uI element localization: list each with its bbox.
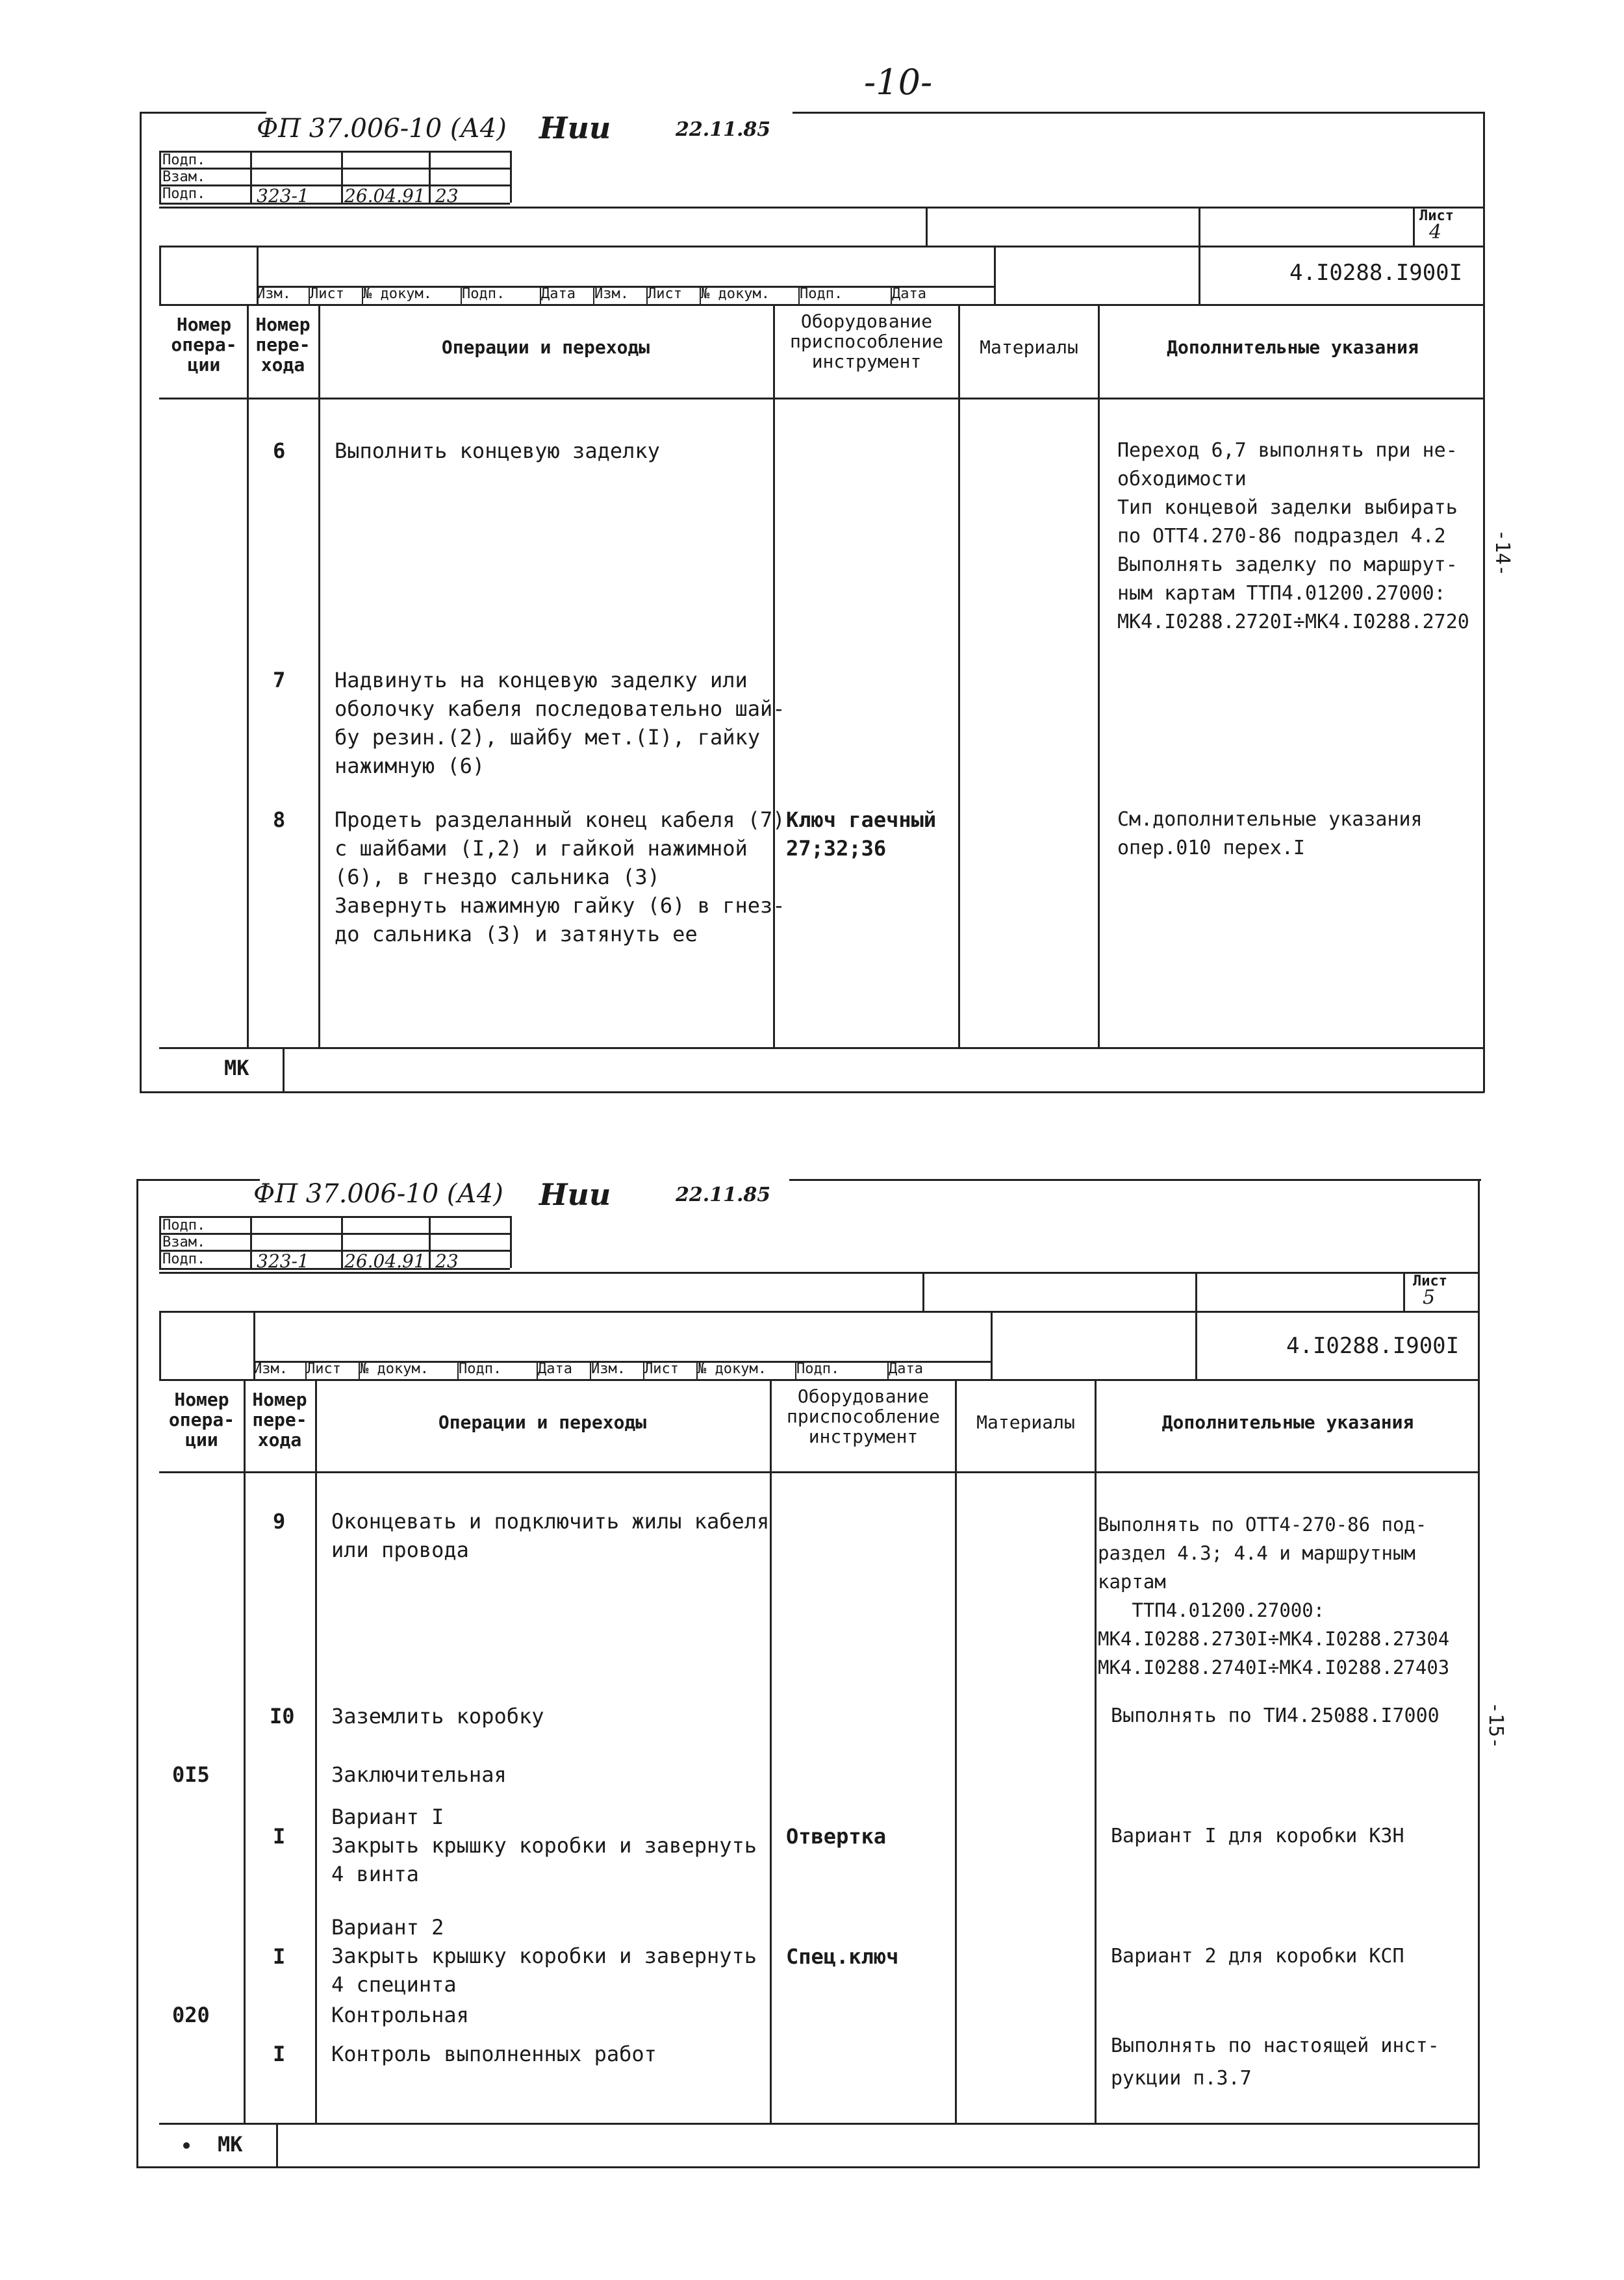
row-equipment: Спец.ключ — [786, 1944, 899, 1969]
row-step: 8 — [273, 807, 286, 832]
margin-note: -15- — [1484, 1702, 1507, 1749]
row-operation: Заземлить коробку — [331, 1704, 544, 1729]
document-number: 4.I0288.I900I — [1286, 1333, 1460, 1359]
stamp-label-2: Взам. — [162, 1234, 206, 1250]
rev-h-2: № докум. — [360, 1362, 459, 1379]
row-operation: Вариант 2 Закрыть крышку коробки и завернуть 4 специнта — [331, 1915, 757, 1997]
row-notes: Выполнять по ОТТ4-270-86 под- раздел 4.3; 4.4 и маршрутным картам ТТП4.01200.27000: МК4.I0288.2730I÷МК4.I0288.27304 МК4.I0288.2740I÷МК4.I0288.27403 — [1098, 1514, 1450, 1678]
row-notes: Вариант 2 для коробки КСП — [1111, 1945, 1404, 1968]
rev-h-9: Дата — [892, 286, 926, 302]
stamp-value-1: 323-1 — [257, 185, 309, 207]
rev-h-8: Подп. — [800, 287, 892, 304]
rev-h-6: Лист — [648, 287, 701, 304]
rev-h-8: Подп. — [796, 1362, 889, 1379]
handwritten-signature: Нии — [539, 110, 611, 146]
stamp-label-2: Взам. — [162, 169, 206, 185]
row-step: 9 — [273, 1509, 286, 1534]
row-op: 020 — [172, 2003, 210, 2027]
signature-date: 22.11.85 — [676, 1184, 771, 1206]
row-operation: Контрольная — [331, 2003, 469, 2027]
row-operation: Вариант I Закрыть крышку коробки и завернуть 4 винта — [331, 1805, 757, 1886]
stamp-label-1: Подп. — [162, 152, 206, 168]
row-step: I — [273, 1824, 286, 1849]
row-notes: Выполнять по настоящей инст- рукции п.3.7 — [1111, 2034, 1440, 2090]
rev-h-5: Изм. — [594, 287, 648, 304]
stamp-value-2: 26.04.91 — [344, 185, 425, 207]
rev-h-5: Изм. — [591, 1362, 644, 1379]
margin-note: -14- — [1491, 529, 1514, 577]
document-number: 4.I0288.I900I — [1289, 260, 1463, 286]
row-notes: Переход 6,7 выполнять при не- обходимости Тип концевой заделки выбирать по ОТТ4.270-86 подраздел 4.2 Выполнять заделку по маршрут- ным картам ТТП4.01200.27000: МК4.I0288.2720I÷МК4.I0288.2720 — [1117, 439, 1469, 633]
row-equipment: Отвертка — [786, 1824, 887, 1849]
rev-h-4: Дата — [538, 1362, 591, 1379]
sheet-label: Лист — [1413, 1273, 1447, 1289]
footer-dot — [183, 2142, 190, 2149]
row-operation: Заключительная — [331, 1762, 507, 1787]
row-step: I0 — [270, 1704, 295, 1729]
row-notes: См.дополнительные указания опер.010 перех.I — [1117, 808, 1423, 859]
row-operation: Продеть разделанный конец кабеля (7) с шайбами (I,2) и гайкой нажимной (6), в гнездо сальника (3) Завернуть нажимную гайку (6) в гнез- до сальника (3) и затянуть ее — [335, 807, 785, 946]
col-header-equipment: Оборудование приспособление инструмент — [786, 1386, 940, 1447]
row-operation: Надвинуть на концевую заделку или оболочку кабеля последовательно шай- бу резин.(2), шайбу мет.(I), гайку нажимную (6) — [335, 668, 785, 778]
revision-headers — [257, 287, 994, 304]
handwritten-signature: Нии — [539, 1177, 611, 1212]
stamp-label-3: Подп. — [162, 1251, 206, 1267]
rev-h-7: № докум. — [698, 1362, 796, 1379]
sheet-label: Лист — [1419, 208, 1454, 224]
col-header-op: Номер опера-ции — [168, 1389, 235, 1450]
footer-mk-label: МК — [218, 2132, 243, 2157]
col-header-notes: Дополнительные указания — [1167, 336, 1419, 358]
col-header-operation: Операции и переходы — [438, 1412, 647, 1433]
col-header-equipment: Оборудование приспособление инструмент — [789, 310, 943, 372]
stamp-value-3: 23 — [435, 1250, 459, 1272]
revision-headers — [253, 1362, 991, 1379]
row-step: 6 — [273, 438, 286, 463]
col-header-op: Номер опера-ции — [171, 314, 237, 375]
row-notes: Выполнять по ТИ4.25088.I7000 — [1111, 1704, 1440, 1727]
col-header-operation: Операции и переходы — [441, 336, 650, 358]
stamp-label-3: Подп. — [162, 186, 206, 202]
form-code: ФП 37.006-10 (А4) — [257, 114, 507, 144]
rev-h-0: Изм. — [257, 287, 310, 304]
rev-h-2: № докум. — [363, 287, 462, 304]
rev-h-1: Лист — [307, 1362, 360, 1379]
stamp-value-1: 323-1 — [257, 1250, 309, 1272]
col-header-materials: Материалы — [980, 336, 1078, 358]
stamp-label-1: Подп. — [162, 1217, 206, 1234]
rev-h-6: Лист — [644, 1362, 698, 1379]
stamp-value-3: 23 — [435, 185, 459, 207]
rev-h-3: Подп. — [459, 1362, 538, 1379]
row-step: 7 — [273, 668, 286, 692]
form-code: ФП 37.006-10 (А4) — [253, 1179, 503, 1209]
col-header-materials: Материалы — [976, 1412, 1075, 1433]
row-step: I — [273, 1944, 286, 1969]
col-header-step: Номер пере-хода — [255, 314, 311, 375]
rev-h-7: № докум. — [701, 287, 800, 304]
signature-date: 22.11.85 — [676, 118, 771, 141]
sheet-value: 5 — [1423, 1286, 1436, 1309]
row-notes: Вариант I для коробки КЗН — [1111, 1825, 1404, 1847]
footer-mk-label: МК — [224, 1056, 249, 1080]
col-header-step: Номер пере-хода — [252, 1389, 307, 1450]
stamp-value-2: 26.04.91 — [344, 1250, 425, 1272]
row-op: 0I5 — [172, 1762, 210, 1787]
row-operation: Выполнить концевую заделку — [335, 438, 660, 463]
row-equipment: Ключ гаечный 27;32;36 — [786, 807, 937, 861]
row-operation: Оконцевать и подключить жилы кабеля или провода — [331, 1509, 770, 1562]
sheet-value: 4 — [1429, 221, 1442, 244]
rev-h-4: Дата — [541, 287, 594, 304]
rev-h-0: Изм. — [253, 1362, 307, 1379]
rev-h-1: Лист — [310, 287, 363, 304]
rev-h-9: Дата — [889, 1361, 923, 1377]
rev-h-3: Подп. — [462, 287, 541, 304]
col-header-notes: Дополнительные указания — [1161, 1412, 1414, 1433]
row-operation: Контроль выполненных работ — [331, 2042, 657, 2066]
page-number: -10- — [864, 62, 933, 103]
row-step: I — [273, 2042, 286, 2066]
